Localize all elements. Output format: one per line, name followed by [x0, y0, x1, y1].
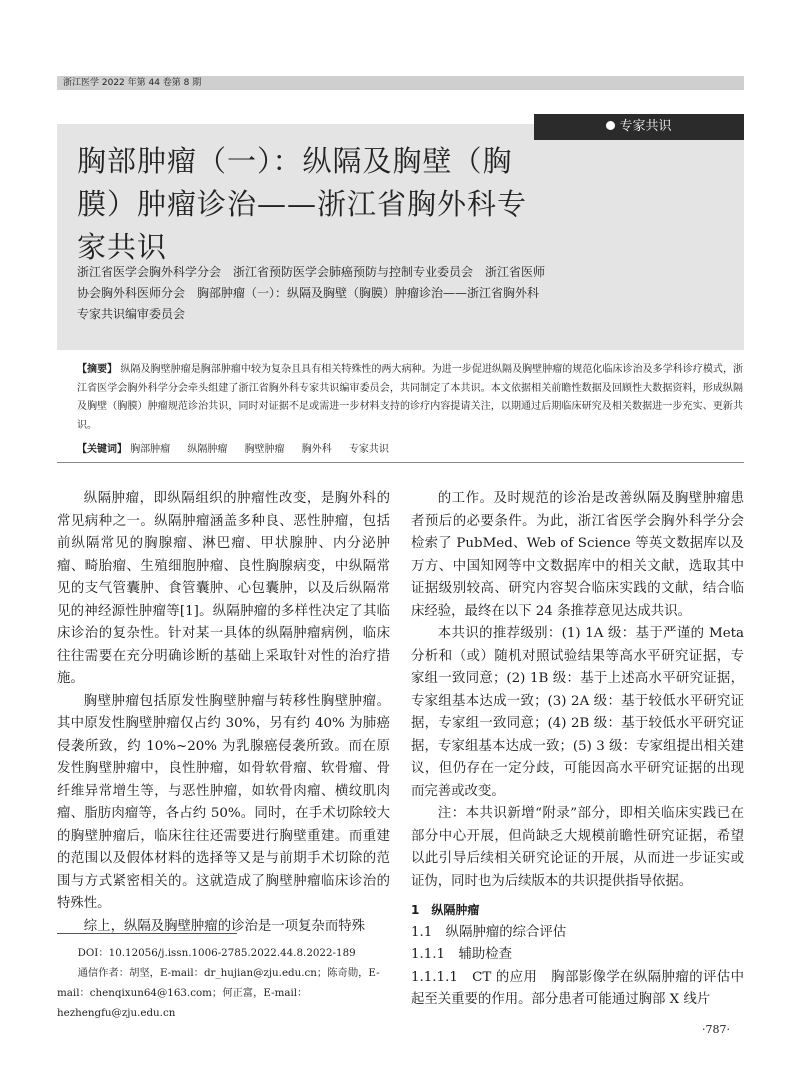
section-tag-label: 专家共识 — [619, 119, 672, 134]
subsection-heading: 1.1 纵隔肿瘤的综合评估 — [411, 924, 567, 940]
abstract — [77, 361, 743, 435]
abstract-label: 【摘要】 — [77, 364, 118, 375]
section-tag — [534, 114, 744, 140]
keyword: 胸壁肿瘤 — [244, 444, 285, 455]
corresponding-authors: 通信作者：胡坚，E-mail：dr_hujian@zju.edu.cn；陈奇勋，E-mail：chenqixun64@163.com；何正富，E-mail：hezhengfu@zju.edu.cn — [57, 967, 380, 1019]
paragraph: 综上，纵隔及胸壁肿瘤的诊治是一项复杂而特殊 — [83, 918, 365, 934]
authors: 浙江省医学会胸外科学分会 浙江省预防医学会肺癌预防与控制专业委员会 浙江省医师协会胸外科医师分会 胸部肿瘤（一）：纵隔及胸壁（胸膜）肿瘤诊治——浙江省胸外科专家共识编审委员会 — [77, 265, 546, 321]
paragraph: 1.1.1.1 CT 的应用 胸部影像学在纵隔肿瘤的评估中起至关重要的作用。部分患者可能通过胸部 X 线片 — [411, 969, 744, 1007]
keyword: 胸外科 — [301, 444, 332, 455]
paragraph: 的工作。及时规范的诊治是改善纵隔及胸壁肿瘤患者预后的必要条件。为此，浙江省医学会胸外科学分会检索了 PubMed、Web of Science 等英文数据库以及万方、中国知网等中文数据库中的相关文献，选取其中证据级别较高、研究内容契合临床实践的文献，结合临床经验，最终在以下 24 条推荐意见达成共识。 — [411, 491, 744, 619]
footnote-rule — [57, 933, 237, 934]
bullet-icon — [606, 121, 615, 130]
keywords — [77, 442, 743, 458]
page-number: ·787· — [702, 1023, 730, 1036]
left-column — [57, 488, 390, 938]
paragraph: 胸壁肿瘤包括原发性胸壁肿瘤与转移性胸壁肿瘤。其中原发性胸壁肿瘤仅占约 30%，另有约 40% 为肺癌侵袭所致，约 10%~20% 为乳腺癌侵袭所致。而在原发性胸壁肿瘤中，良性肿瘤，如骨软骨瘤、软骨瘤、骨纤维异常增生等，与恶性肿瘤，如软骨肉瘤、横纹肌肉瘤、脂肪肉瘤等，各占约 50%。同时，在手术切除较大的胸壁肿瘤后，临床往往还需要进行胸壁重建。而重建的范围以及假体材料的选择等又是与前期手术切除的范围与方式紧密相关的。这就造成了胸壁肿瘤临床诊治的特殊性。 — [57, 693, 390, 911]
keyword: 专家共识 — [348, 444, 389, 455]
subsubsection-heading: 1.1.1 辅助检查 — [411, 947, 513, 962]
keyword: 纵隔肿瘤 — [187, 444, 228, 455]
section-heading: 1 纵隔肿瘤 — [411, 903, 480, 917]
paragraph: 本共识的推荐级别：(1) 1A 级：基于严谨的 Meta 分析和（或）随机对照试验结果等高水平研究证据，专家组一致同意；(2) 1B 级：基于上述高水平研究证据，专家组基本达成一致；(3) 2A 级：基于较低水平研究证据，专家组一致同意；(4) 2B 级：基于较低水平研究证据，专家组基本达成一致；(5) 3 级：专家组提出相关建议，但仍存在一定分歧，可能因高水平研究证据的出现而完善或改变。 — [411, 626, 744, 799]
paragraph: 纵隔肿瘤，即纵隔组织的肿瘤性改变，是胸外科的常见病种之一。纵隔肿瘤涵盖多种良、恶性肿瘤，包括前纵隔常见的胸腺瘤、淋巴瘤、甲状腺肿、内分泌肿瘤、畸胎瘤、生殖细胞肿瘤、良性胸腺病变，中纵隔常见的支气管囊肿、食管囊肿、心包囊肿，以及后纵隔常见的神经源性肿瘤等[1]。纵隔肿瘤的多样性决定了其临床诊治的复杂性。针对某一具体的纵隔肿瘤病例，临床往往需要在充分明确诊断的基础上采取针对性的治疗措施。 — [57, 491, 390, 686]
divider — [57, 462, 744, 463]
article-title: 胸部肿瘤（一）：纵隔及胸壁（胸膜）肿瘤诊治——浙江省胸外科专家共识 — [77, 144, 528, 264]
running-head: 浙江医学 2022 年第 44 卷第 8 期 — [57, 76, 744, 90]
keywords-label: 【关键词】 — [77, 444, 127, 455]
right-column — [411, 488, 744, 1012]
footnote — [57, 943, 390, 1023]
keyword: 胸部肿瘤 — [130, 444, 171, 455]
abstract-text: 纵隔及胸壁肿瘤是胸部肿瘤中较为复杂且具有相关特殊性的两大病种。为进一步促进纵隔及胸壁肿瘤的规范化临床诊治及多学科诊疗模式，浙江省医学会胸外科学分会牵头组建了浙江省胸外科专家共识编审委员会，共同制定了本共识。本文依据相关前瞻性数据及回顾性大数据资料，形成纵隔及胸壁（胸膜）肿瘤规范诊治共识，同时对证据不足或需进一步材料支持的诊疗内容提请关注，以期通过后期临床研究及相关数据进一步充实、更新共识。 — [77, 364, 744, 431]
paragraph: 注：本共识新增“附录”部分，即相关临床实践已在部分中心开展，但尚缺乏大规模前瞻性研究证据，希望以此引导后续相关研究论证的开展，从而进一步证实或证伪，同时也为后续版本的共识提供指导依据。 — [411, 806, 744, 889]
doi: DOI：10.12056/j.issn.1006-2785.2022.44.8.2022-189 — [77, 947, 356, 959]
